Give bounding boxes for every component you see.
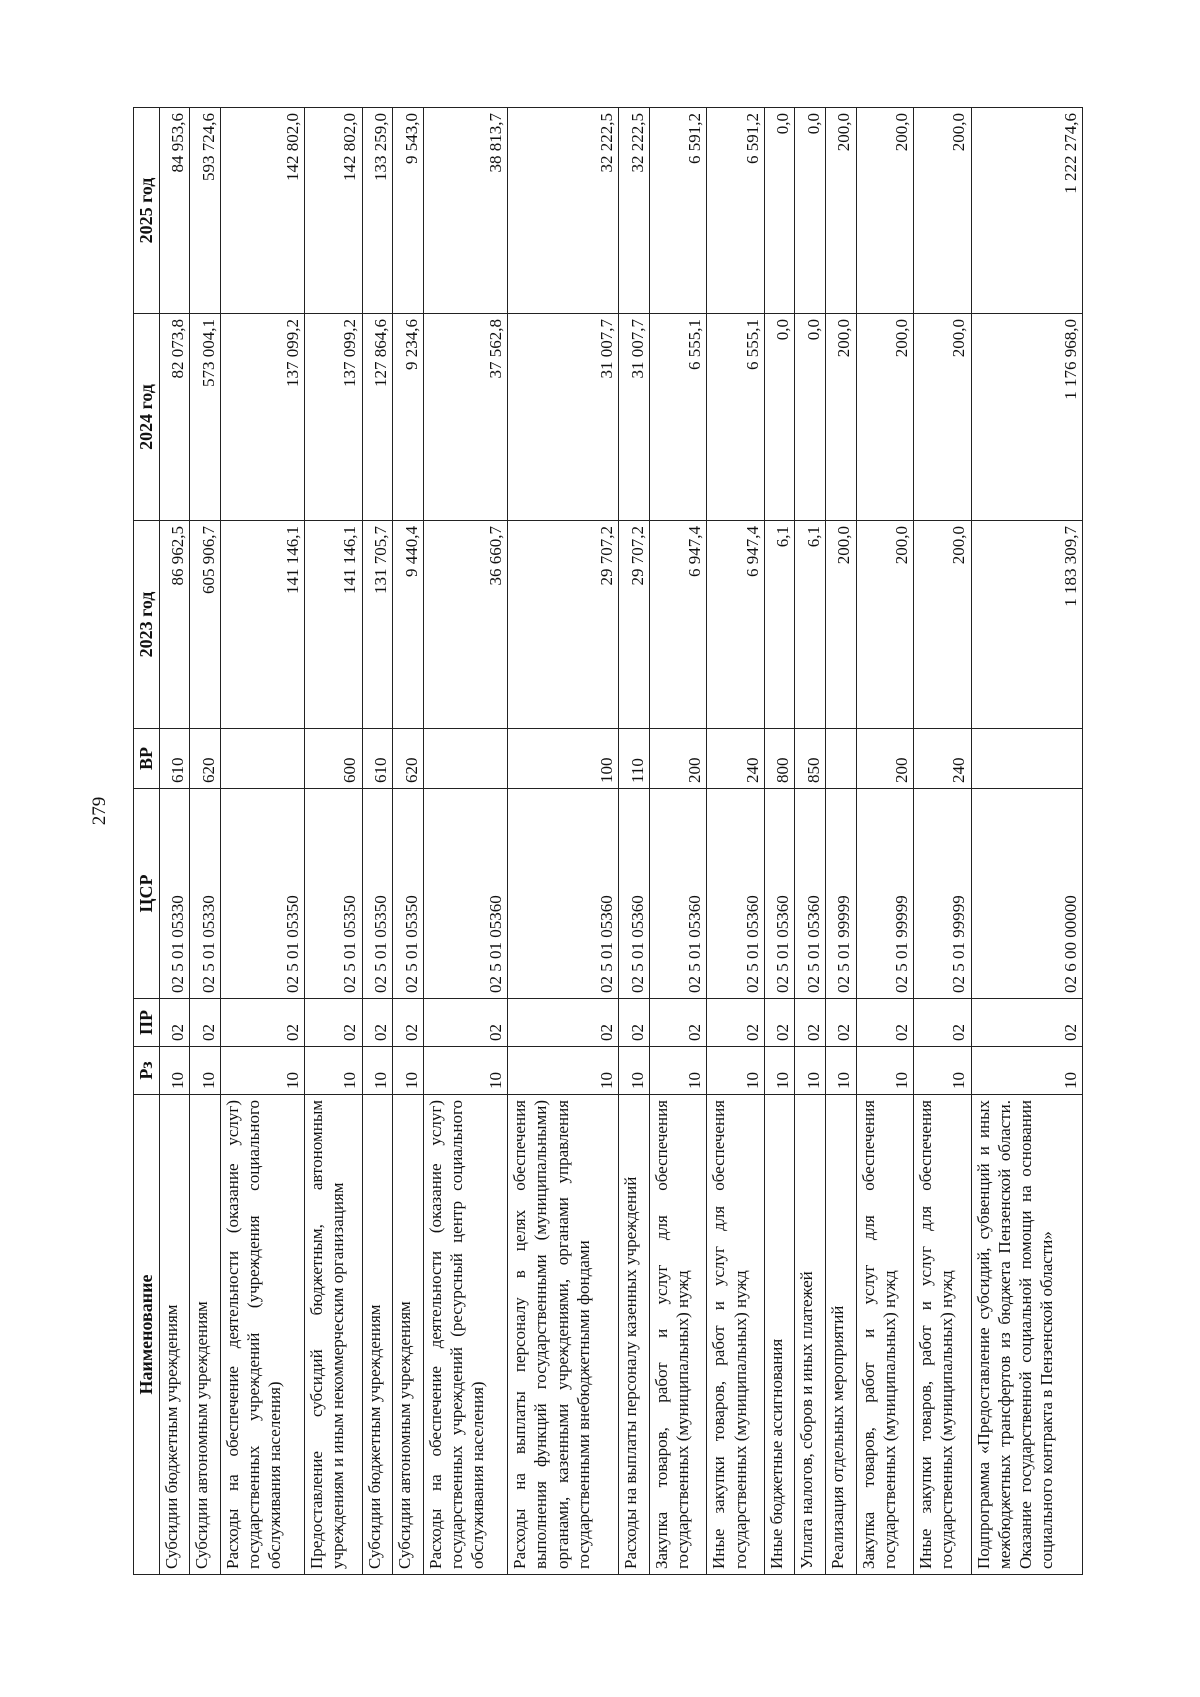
row-csr-cell: 02 6 00 00000 xyxy=(971,789,1082,999)
row-2025-cell: 200,0 xyxy=(914,108,971,314)
row-name-cell: Расходы на выплаты персоналу в целях обеспечения выполнения функций государственными (муниципальными) органами, казенными учреждениями, органами управления государственными внебюджетными фондами xyxy=(508,1095,619,1575)
table-row xyxy=(649,108,706,1575)
table-body xyxy=(159,108,1083,1575)
row-2023-cell: 6,1 xyxy=(764,521,795,729)
row-pr-cell: 02 xyxy=(795,999,826,1047)
row-vr-cell: 620 xyxy=(190,729,221,789)
row-csr-cell: 02 5 01 05360 xyxy=(508,789,619,999)
row-2024-cell: 127 864,6 xyxy=(362,314,393,521)
row-2024-cell: 573 004,1 xyxy=(190,314,221,521)
row-pr-cell: 02 xyxy=(393,999,424,1047)
row-csr-cell: 02 5 01 05330 xyxy=(190,789,221,999)
row-name-cell: Подпрограмма «Предоставление субсидий, субвенций и иных межбюджетных трансфертов из бюджета Пензенской области. Оказание государственной социальной помощи на основании социального контракта в Пензенской области» xyxy=(971,1095,1082,1575)
row-2023-cell: 6,1 xyxy=(795,521,826,729)
row-vr-cell: 240 xyxy=(707,729,764,789)
row-2023-cell: 6 947,4 xyxy=(707,521,764,729)
row-name-cell: Субсидии бюджетным учреждениям xyxy=(159,1095,190,1575)
row-2025-cell: 593 724,6 xyxy=(190,108,221,314)
row-pr-cell: 02 xyxy=(707,999,764,1047)
header-rz: Рз xyxy=(134,1047,160,1095)
header-vr: ВР xyxy=(134,729,160,789)
row-2025-cell: 32 222,5 xyxy=(508,108,619,314)
row-2024-cell: 9 234,6 xyxy=(393,314,424,521)
row-pr-cell: 02 xyxy=(619,999,650,1047)
row-vr-cell xyxy=(423,729,507,789)
table-row xyxy=(914,108,971,1575)
row-2023-cell: 131 705,7 xyxy=(362,521,393,729)
rotated-table-container xyxy=(133,108,1083,1575)
row-vr-cell xyxy=(220,729,304,789)
row-name-cell: Расходы на выплаты персоналу казенных учреждений xyxy=(619,1095,650,1575)
row-csr-cell: 02 5 01 05350 xyxy=(305,789,362,999)
table-row xyxy=(795,108,826,1575)
row-csr-cell: 02 5 01 99999 xyxy=(914,789,971,999)
table-row xyxy=(856,108,913,1575)
budget-table xyxy=(133,107,1083,1575)
row-vr-cell: 850 xyxy=(795,729,826,789)
row-rz-cell: 10 xyxy=(362,1047,393,1095)
row-2023-cell: 36 660,7 xyxy=(423,521,507,729)
row-pr-cell: 02 xyxy=(220,999,304,1047)
row-vr-cell xyxy=(826,729,857,789)
row-csr-cell: 02 5 01 05330 xyxy=(159,789,190,999)
row-csr-cell: 02 5 01 05350 xyxy=(220,789,304,999)
row-2025-cell: 142 802,0 xyxy=(220,108,304,314)
row-pr-cell: 02 xyxy=(826,999,857,1047)
table-row xyxy=(362,108,393,1575)
row-vr-cell: 620 xyxy=(393,729,424,789)
table-row xyxy=(619,108,650,1575)
row-csr-cell: 02 5 01 05350 xyxy=(393,789,424,999)
row-2025-cell: 200,0 xyxy=(826,108,857,314)
row-vr-cell: 200 xyxy=(649,729,706,789)
row-name-cell: Иные закупки товаров, работ и услуг для обеспечения государственных (муниципальных) нужд xyxy=(914,1095,971,1575)
row-name-cell: Иные закупки товаров, работ и услуг для обеспечения государственных (муниципальных) нужд xyxy=(707,1095,764,1575)
row-2023-cell: 605 906,7 xyxy=(190,521,221,729)
row-2023-cell: 6 947,4 xyxy=(649,521,706,729)
row-vr-cell: 110 xyxy=(619,729,650,789)
row-rz-cell: 10 xyxy=(707,1047,764,1095)
table-header-row xyxy=(134,108,160,1575)
table-row xyxy=(971,108,1082,1575)
row-vr-cell: 610 xyxy=(362,729,393,789)
table-row xyxy=(508,108,619,1575)
row-2024-cell: 0,0 xyxy=(795,314,826,521)
header-pr: ПР xyxy=(134,999,160,1047)
row-pr-cell: 02 xyxy=(914,999,971,1047)
row-csr-cell: 02 5 01 05360 xyxy=(423,789,507,999)
row-csr-cell: 02 5 01 05350 xyxy=(362,789,393,999)
row-2025-cell: 0,0 xyxy=(764,108,795,314)
row-2024-cell: 137 099,2 xyxy=(305,314,362,521)
row-2025-cell: 38 813,7 xyxy=(423,108,507,314)
table-row xyxy=(159,108,190,1575)
row-pr-cell: 02 xyxy=(649,999,706,1047)
row-pr-cell: 02 xyxy=(362,999,393,1047)
row-2023-cell: 9 440,4 xyxy=(393,521,424,729)
row-2025-cell: 6 591,2 xyxy=(649,108,706,314)
row-vr-cell: 240 xyxy=(914,729,971,789)
row-2025-cell: 6 591,2 xyxy=(707,108,764,314)
row-2023-cell: 200,0 xyxy=(914,521,971,729)
table-row xyxy=(826,108,857,1575)
page-number: 279 xyxy=(89,796,110,826)
header-2025: 2025 год xyxy=(134,108,160,314)
row-2024-cell: 31 007,7 xyxy=(508,314,619,521)
row-2024-cell: 31 007,7 xyxy=(619,314,650,521)
row-2023-cell: 29 707,2 xyxy=(619,521,650,729)
row-vr-cell: 600 xyxy=(305,729,362,789)
row-rz-cell: 10 xyxy=(619,1047,650,1095)
table-row xyxy=(423,108,507,1575)
row-rz-cell: 10 xyxy=(305,1047,362,1095)
row-name-cell: Предоставление субсидий бюджетным, автономным учреждениям и иным некоммерческим организациям xyxy=(305,1095,362,1575)
row-name-cell: Закупка товаров, работ и услуг для обеспечения государственных (муниципальных) нужд xyxy=(856,1095,913,1575)
row-2023-cell: 200,0 xyxy=(856,521,913,729)
row-rz-cell: 10 xyxy=(826,1047,857,1095)
row-name-cell: Уплата налогов, сборов и иных платежей xyxy=(795,1095,826,1575)
row-csr-cell: 02 5 01 99999 xyxy=(856,789,913,999)
row-2024-cell: 200,0 xyxy=(856,314,913,521)
row-rz-cell: 10 xyxy=(914,1047,971,1095)
row-2023-cell: 141 146,1 xyxy=(220,521,304,729)
row-rz-cell: 10 xyxy=(220,1047,304,1095)
row-pr-cell: 02 xyxy=(764,999,795,1047)
row-csr-cell: 02 5 01 05360 xyxy=(707,789,764,999)
row-rz-cell: 10 xyxy=(795,1047,826,1095)
row-vr-cell: 200 xyxy=(856,729,913,789)
header-csr: ЦСР xyxy=(134,789,160,999)
row-2024-cell: 6 555,1 xyxy=(649,314,706,521)
row-2024-cell: 82 073,8 xyxy=(159,314,190,521)
row-csr-cell: 02 5 01 99999 xyxy=(826,789,857,999)
row-csr-cell: 02 5 01 05360 xyxy=(649,789,706,999)
row-2024-cell: 0,0 xyxy=(764,314,795,521)
table-row xyxy=(305,108,362,1575)
table-row xyxy=(707,108,764,1575)
row-name-cell: Реализация отдельных мероприятий xyxy=(826,1095,857,1575)
header-name: Наименование xyxy=(134,1095,160,1575)
row-name-cell: Расходы на обеспечение деятельности (оказание услуг) государственных учреждений (ресурсный центр социального обслуживания населения) xyxy=(423,1095,507,1575)
table-row xyxy=(220,108,304,1575)
row-csr-cell: 02 5 01 05360 xyxy=(764,789,795,999)
row-2023-cell: 141 146,1 xyxy=(305,521,362,729)
row-vr-cell: 610 xyxy=(159,729,190,789)
row-name-cell: Расходы на обеспечение деятельности (оказание услуг) государственных учреждений (учреждения социального обслуживания населения) xyxy=(220,1095,304,1575)
table-row xyxy=(764,108,795,1575)
row-rz-cell: 10 xyxy=(423,1047,507,1095)
row-pr-cell: 02 xyxy=(423,999,507,1047)
row-2023-cell: 29 707,2 xyxy=(508,521,619,729)
row-2024-cell: 6 555,1 xyxy=(707,314,764,521)
row-2023-cell: 1 183 309,7 xyxy=(971,521,1082,729)
row-rz-cell: 10 xyxy=(764,1047,795,1095)
row-2025-cell: 0,0 xyxy=(795,108,826,314)
row-2025-cell: 32 222,5 xyxy=(619,108,650,314)
row-2024-cell: 1 176 968,0 xyxy=(971,314,1082,521)
table-row xyxy=(190,108,221,1575)
row-name-cell: Субсидии автономным учреждениям xyxy=(393,1095,424,1575)
row-vr-cell xyxy=(971,729,1082,789)
row-name-cell: Закупка товаров, работ и услуг для обеспечения государственных (муниципальных) нужд xyxy=(649,1095,706,1575)
row-csr-cell: 02 5 01 05360 xyxy=(795,789,826,999)
header-2023: 2023 год xyxy=(134,521,160,729)
row-2025-cell: 84 953,6 xyxy=(159,108,190,314)
row-csr-cell: 02 5 01 05360 xyxy=(619,789,650,999)
row-2025-cell: 142 802,0 xyxy=(305,108,362,314)
row-2024-cell: 37 562,8 xyxy=(423,314,507,521)
row-2024-cell: 200,0 xyxy=(914,314,971,521)
row-2025-cell: 133 259,0 xyxy=(362,108,393,314)
row-rz-cell: 10 xyxy=(971,1047,1082,1095)
row-2025-cell: 9 543,0 xyxy=(393,108,424,314)
row-2025-cell: 200,0 xyxy=(856,108,913,314)
row-2025-cell: 1 222 274,6 xyxy=(971,108,1082,314)
row-2024-cell: 137 099,2 xyxy=(220,314,304,521)
row-rz-cell: 10 xyxy=(190,1047,221,1095)
row-rz-cell: 10 xyxy=(508,1047,619,1095)
row-pr-cell: 02 xyxy=(856,999,913,1047)
row-pr-cell: 02 xyxy=(159,999,190,1047)
row-pr-cell: 02 xyxy=(305,999,362,1047)
row-rz-cell: 10 xyxy=(393,1047,424,1095)
row-vr-cell: 800 xyxy=(764,729,795,789)
row-name-cell: Субсидии автономным учреждениям xyxy=(190,1095,221,1575)
row-rz-cell: 10 xyxy=(159,1047,190,1095)
row-2023-cell: 200,0 xyxy=(826,521,857,729)
row-name-cell: Иные бюджетные ассигнования xyxy=(764,1095,795,1575)
row-2024-cell: 200,0 xyxy=(826,314,857,521)
row-2023-cell: 86 962,5 xyxy=(159,521,190,729)
row-rz-cell: 10 xyxy=(856,1047,913,1095)
row-pr-cell: 02 xyxy=(508,999,619,1047)
row-pr-cell: 02 xyxy=(971,999,1082,1047)
table-row xyxy=(393,108,424,1575)
header-2024: 2024 год xyxy=(134,314,160,521)
row-vr-cell: 100 xyxy=(508,729,619,789)
row-rz-cell: 10 xyxy=(649,1047,706,1095)
row-name-cell: Субсидии бюджетным учреждениям xyxy=(362,1095,393,1575)
row-pr-cell: 02 xyxy=(190,999,221,1047)
